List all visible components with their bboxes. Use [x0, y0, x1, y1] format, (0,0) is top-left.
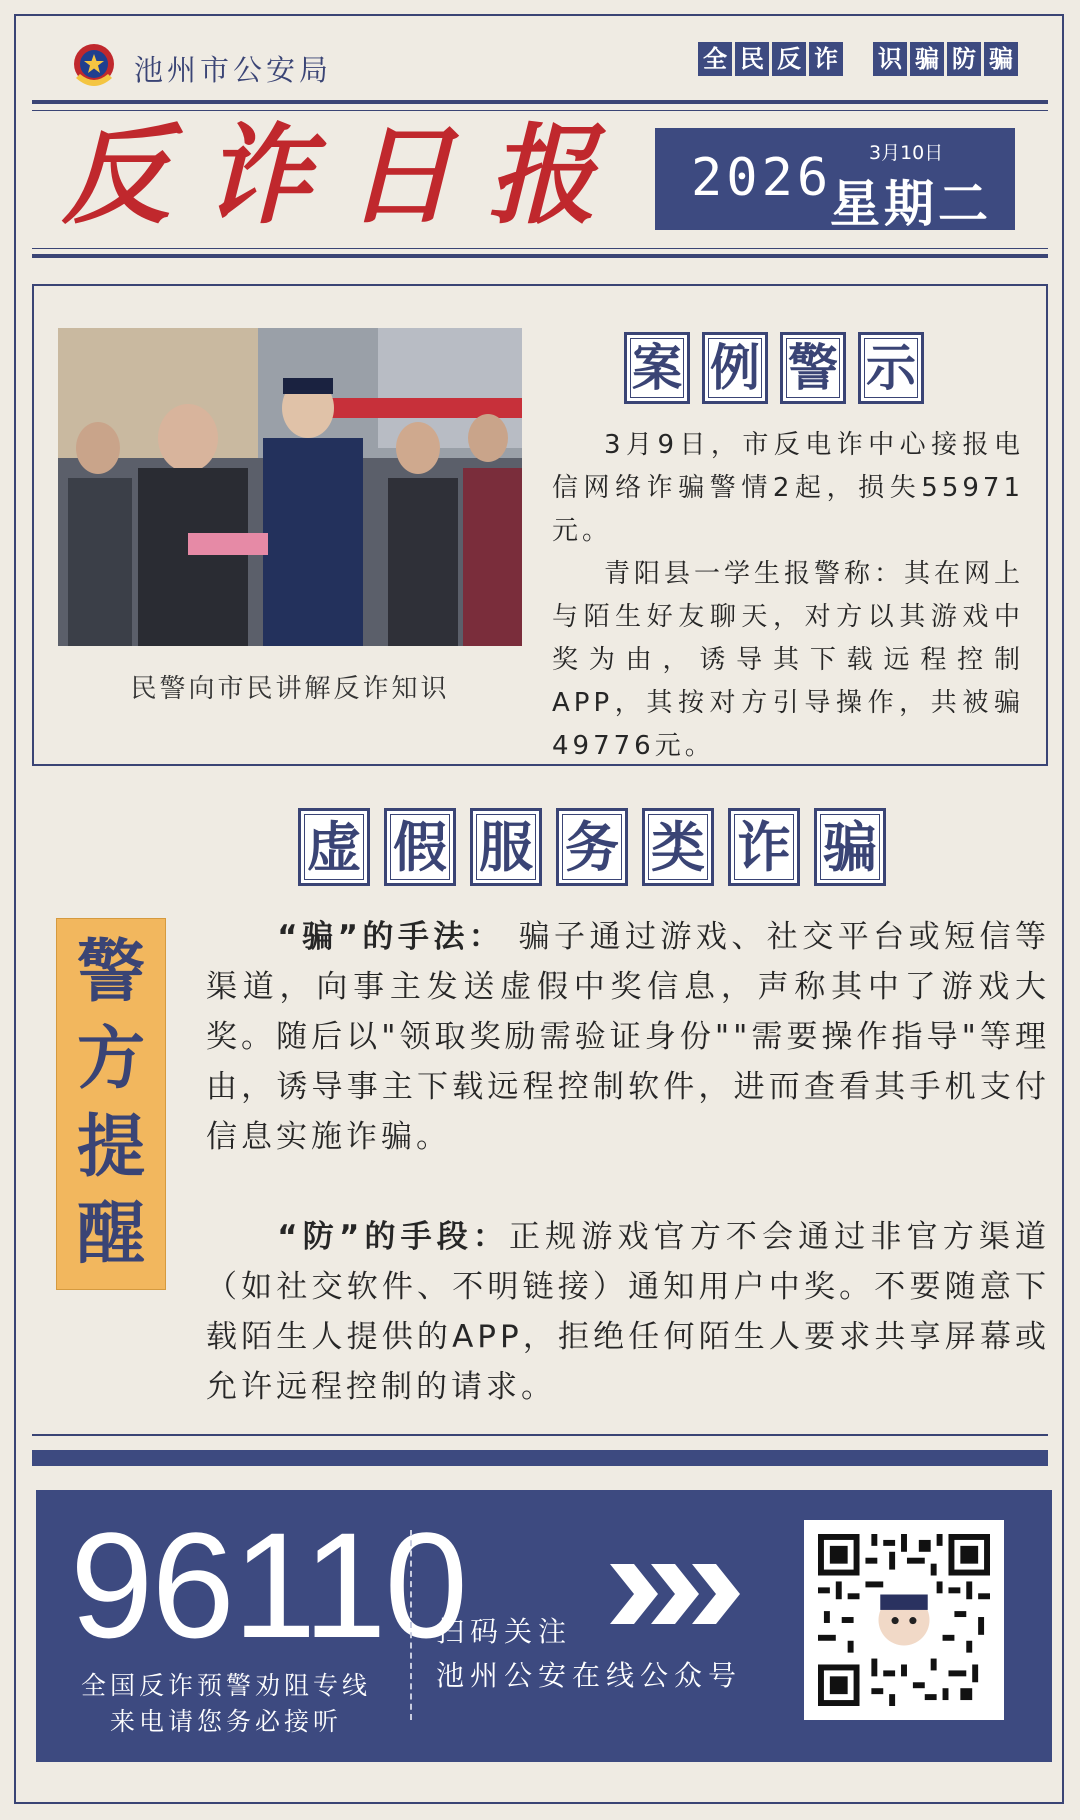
slogan-char: 防	[947, 42, 981, 76]
case-paragraph: 3月9日，市反电诈中心接报电信网络诈骗警情2起，损失55971元。	[552, 430, 1024, 546]
scan-line: 池州公安在线公众号	[436, 1659, 743, 1692]
case-text	[552, 424, 1024, 768]
warning-char: 方	[76, 1020, 145, 1100]
hotline-desc-line: 来电请您务必接听	[109, 1707, 342, 1736]
case-title	[624, 332, 924, 404]
top-strip	[68, 40, 1018, 90]
photo-police-explaining	[58, 328, 522, 646]
title-tile: 示	[858, 332, 924, 404]
date-box	[655, 128, 1015, 233]
title-tile: 骗	[814, 808, 886, 886]
masthead-char: 反	[62, 113, 171, 239]
slogan-char: 识	[873, 42, 907, 76]
title-tile: 警	[780, 332, 846, 404]
masthead-rule-bottom-thin	[32, 248, 1048, 249]
slogan-char: 骗	[910, 42, 944, 76]
masthead-char: 报	[488, 113, 597, 239]
title-tile: 服	[470, 808, 542, 886]
footer-rule-thick	[32, 1450, 1048, 1466]
masthead-rule-top-thin	[32, 110, 1048, 111]
masthead-rule-top	[32, 100, 1048, 104]
title-tile: 虚	[298, 808, 370, 886]
scam-method-paragraph	[206, 912, 1050, 1162]
prevention-paragraph	[206, 1212, 1050, 1412]
chevron-right-icon	[610, 1564, 740, 1624]
slogan-char: 全	[698, 42, 732, 76]
title-tile: 诈	[728, 808, 800, 886]
scan-line: 扫码关注	[436, 1615, 573, 1648]
scam-method-label: “骗”的手法：	[277, 919, 505, 955]
prevention-text: 正规游戏官方不会通过非官方渠道（如社交软件、不明链接）通知用户中奖。不要随意下载陌生人提供的APP，拒绝任何陌生人要求共享屏幕或允许远程控制的请求。	[206, 1219, 1050, 1405]
title-tile: 案	[624, 332, 690, 404]
hotline-description	[66, 1668, 386, 1740]
masthead-char: 日	[346, 113, 455, 239]
prevention-label: “防”的手段：	[277, 1219, 510, 1255]
masthead-title	[62, 112, 597, 240]
slogan-char: 诈	[809, 42, 843, 76]
warning-char: 警	[76, 932, 145, 1012]
footer-divider	[410, 1530, 412, 1720]
case-paragraph: 青阳县一学生报警称：其在网上与陌生好友聊天，对方以其游戏中奖为由，诱导其下载远程控制APP，其按对方引导操作，共被骗49776元。	[552, 559, 1025, 761]
date-year: 2026	[691, 148, 833, 208]
scam-method-text: 骗子通过游戏、社交平台或短信等渠道，向事主发送虚假中奖信息，声称其中了游戏大奖。随后以"领取奖励需验证身份""需要操作指导"等理由，诱导事主下载远程控制软件，进而查看其手机支付信息实施诈骗。	[206, 919, 1051, 1155]
hotline-desc-line: 全国反诈预警劝阻专线	[80, 1671, 371, 1700]
reminder-text	[206, 912, 1050, 1412]
slogan-prevent	[873, 42, 1018, 76]
hotline-number: 96110	[70, 1501, 466, 1669]
footer-rule-thin	[32, 1434, 1048, 1436]
bureau-name: 池州市公安局	[134, 53, 333, 87]
title-tile: 类	[642, 808, 714, 886]
footer-banner	[36, 1490, 1052, 1762]
slogan-group	[698, 42, 1018, 76]
police-reminder-column	[56, 918, 166, 1290]
title-tile: 假	[384, 808, 456, 886]
date-month-day: 3月10日	[869, 142, 944, 164]
warning-char: 提	[76, 1107, 145, 1187]
date-weekday: 星期二	[830, 175, 992, 233]
slogan-anti-fraud	[698, 42, 843, 76]
qr-code-image	[818, 1534, 990, 1706]
masthead-rule-bottom	[32, 254, 1048, 258]
slogan-char: 反	[772, 42, 806, 76]
warning-char: 醒	[76, 1195, 145, 1275]
police-badge-icon	[68, 40, 120, 92]
slogan-char: 民	[735, 42, 769, 76]
masthead-char: 诈	[204, 113, 313, 239]
title-tile: 例	[702, 332, 768, 404]
qr-code[interactable]	[804, 1520, 1004, 1720]
title-tile: 务	[556, 808, 628, 886]
slogan-char: 骗	[984, 42, 1018, 76]
section-title	[298, 808, 886, 886]
photo-caption: 民警向市民讲解反诈知识	[130, 674, 450, 704]
